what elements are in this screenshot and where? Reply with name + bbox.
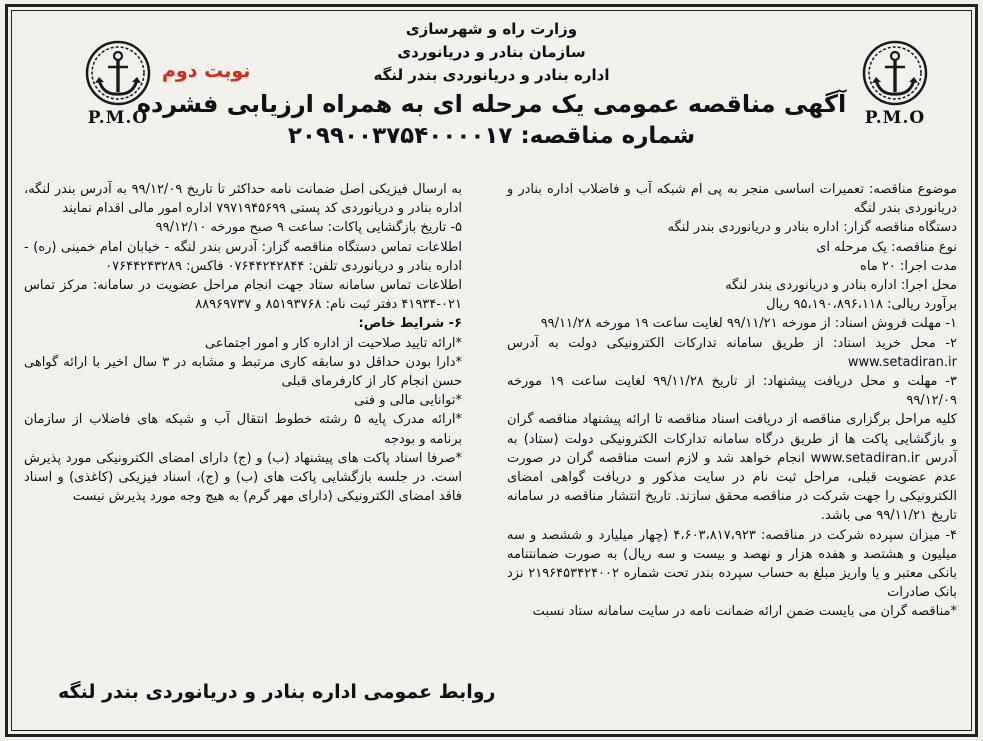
ministry-name: وزارت راه و شهرسازی [405, 20, 578, 38]
condition-item: *ارائه تایید صلاحیت از اداره کار و امور اجتماعی [204, 335, 462, 351]
opening-date-line: ۵- تاریخ بازگشایی پاکات: ساعت ۹ صبح مورخه ۹۹/۱۲/۱۰ [155, 220, 462, 236]
deposit-paragraph: ۴- میزان سپرده شرکت در مناقصه: ۴،۶۰۳،۸۱۷،۹۲۳ (چهار میلیارد و ششصد و سه میلیون و هشتصد و هفده هزار و نهصد و بیست و سه ریال) به صورت ضمانتنامه بانکی معتبر و یا واریز مبلغ به حساب سپرده بندر تحت شماره ۲۱۹۶۴۵۳۴۲۴۰۰۲ نزد بانک صادرات [507, 527, 957, 601]
condition-item: *صرفا اسناد پاکت های پیشنهاد (ب) و (ج) دارای امضای الکترونیکی مورد پذیرش است. در جلسه بازگشایی پاکت های (ب) و (ج)، اسناد فیزیکی (کاغذی) و اسناد فاقد امضای الکترونیکی (دارای مهر گرم) به هیچ وجه مورد پذیرش نیست [24, 450, 462, 505]
duration-line: مدت اجرا: ۲۰ ماه [860, 258, 957, 274]
logo-left-text: P.M.O [87, 108, 149, 128]
special-conditions-heading: ۶- شرایط خاص: [358, 316, 462, 332]
department-name: اداره بنادر و دریانوردی بندر لنگه [373, 66, 610, 84]
guarantee-note: *مناقصه گران می بایست ضمن ارائه ضمانت نامه در سایت سامانه ستاد نسبت [532, 604, 957, 620]
estimate-line: برآورد ریالی: ۹۵،۱۹۰،۸۹۶،۱۱۸ ریال [766, 297, 957, 313]
logo-right-text: P.M.O [864, 108, 926, 128]
purchase-place-line: ۲- محل خرید اسناد: از طریق سامانه تدارکات الکترونیکی دولت به آدرس www.setadiran.ir [507, 335, 957, 370]
tender-number: شماره مناقصه: ۲۰۹۹۰۰۳۷۵۴۰۰۰۰۱۷ [287, 123, 696, 149]
sale-deadline-line: ۱- مهلت فروش اسناد: از مورخه ۹۹/۱۱/۲۱ لغایت ساعت ۱۹ مورخه ۹۹/۱۱/۲۸ [540, 316, 957, 332]
setad-contact: اطلاعات تماس سامانه ستاد جهت انجام مراحل عضویت در سامانه: مرکز تماس ۰۲۱-۴۱۹۳۴ دفتر ثبت نام: ۸۵۱۹۳۷۶۸ و ۸۸۹۶۹۷۳۷ [24, 278, 462, 313]
tender-type-line: نوع مناقصه: یک مرحله ای [816, 239, 957, 255]
public-relations-signature: روابط عمومی اداره بنادر و دریانوردی بندر لنگه [58, 681, 496, 703]
location-line: محل اجرا: اداره بنادر و دریانوردی بندر لنگه [725, 278, 957, 294]
condition-item: *توانایی مالی و فنی [354, 393, 462, 409]
right-column [507, 180, 957, 622]
ad-title: آگهی مناقصه عمومی یک مرحله ای به همراه ارزیابی فشرده [136, 90, 847, 118]
subject-line: موضوع مناقصه: تعمیرات اساسی منجر به پی ام شبکه آب و فاضلاب اداره بنادر و دریانوردی بندر لنگه [507, 182, 957, 217]
organizer-contact: اطلاعات تماس دستگاه مناقصه گزار: آدرس بندر لنگه - خیابان امام خمینی (ره) - اداره بنادر و دریانوردی تلفن: ۰۷۶۴۴۲۴۲۸۴۴ فاکس: ۰۷۶۴۴۲۴۳۲۸۹ [24, 239, 462, 274]
condition-item: *دارا بودن حداقل دو سابقه کاری مرتبط و مشابه در ۳ سال اخیر با ارائه گواهی حسن انجام کار از کارفرمای قبلی [24, 354, 462, 390]
condition-item: *ارائه مدرک پایه ۵ رشته خطوط انتقال آب و شبکه های فاضلاب از سازمان برنامه و بودجه [24, 412, 462, 447]
proposal-deadline-line: ۳- مهلت و محل دریافت پیشنهاد: از تاریخ ۹۹/۱۱/۲۸ لغایت ساعت ۱۹ مورخه ۹۹/۱۲/۰۹ [507, 374, 957, 409]
organizer-line: دستگاه مناقصه گزار: اداره بنادر و دریانوردی بندر لنگه [667, 220, 957, 236]
ad-header [0, 18, 983, 152]
organization-name: سازمان بنادر و دریانوردی [397, 43, 586, 61]
round-label: نوبت دوم [162, 60, 251, 82]
procedure-paragraph: کلیه مراحل برگزاری مناقصه از دریافت اسناد مناقصه تا ارائه پیشنهاد مناقصه گران و بازگشایی پاکت ها از طریق درگاه سامانه تدارکات الکترونیکی دولت (ستاد) به آدرس www.setadiran.ir انجام خواهد شد و لازم است مناقصه گران در صورت عدم عضویت قبلی، مراحل ثبت نام در سایت مذکور و دریافت گواهی امضای الکترونیکی را جهت شرکت در مناقصه محقق سازند. تاریخ انتشار مناقصه در سامانه تاریخ ۹۹/۱۱/۲۱ می باشد. [507, 412, 957, 524]
left-column [24, 180, 462, 506]
guarantee-continuation: به ارسال فیزیکی اصل ضمانت نامه حداکثر تا تاریخ ۹۹/۱۲/۰۹ به آدرس بندر لنگه، اداره بنادر و دریانوردی کد پستی ۷۹۷۱۹۴۵۶۹۹ اداره امور مالی اقدام نمایند [24, 182, 462, 217]
